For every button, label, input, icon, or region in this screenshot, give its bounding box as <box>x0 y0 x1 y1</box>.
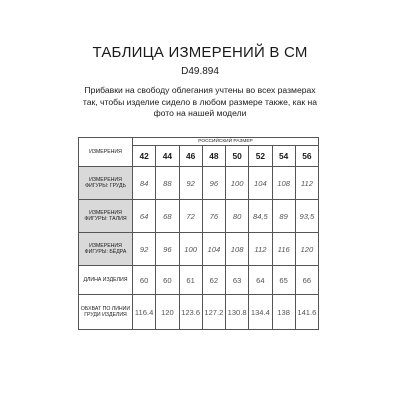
row-label-chest: ИЗМЕРЕНИЯ ФИГУРЫ: ГРУДЬ <box>79 167 133 200</box>
value-cell: 92 <box>133 233 156 266</box>
value-cell: 112 <box>249 233 272 266</box>
size-header-row <box>79 138 319 146</box>
value-cell: 64 <box>249 266 272 295</box>
row-label-hips: ИЗМЕРЕНИЯ ФИГУРЫ: БЁДРА <box>79 233 133 266</box>
size-cell: 50 <box>226 146 249 167</box>
product-code: D49.894 <box>181 66 219 77</box>
russian-size-header: РОССИЙСКИЙ РАЗМЕР <box>133 138 319 146</box>
table-row <box>79 200 319 233</box>
table-row <box>79 233 319 266</box>
value-cell: 116.4 <box>133 295 156 330</box>
measurements-header-cell: ИЗМЕРЕНИЯ <box>79 138 133 167</box>
size-cell: 48 <box>202 146 225 167</box>
value-cell: 134.4 <box>249 295 272 330</box>
value-cell: 96 <box>202 167 225 200</box>
value-cell: 108 <box>272 167 295 200</box>
value-cell: 93,5 <box>295 200 318 233</box>
size-cell: 52 <box>249 146 272 167</box>
value-cell: 96 <box>156 233 179 266</box>
size-cell: 42 <box>133 146 156 167</box>
size-cell: 44 <box>156 146 179 167</box>
size-cell: 56 <box>295 146 318 167</box>
table-row <box>79 266 319 295</box>
value-cell: 130.8 <box>226 295 249 330</box>
value-cell: 112 <box>295 167 318 200</box>
value-cell: 68 <box>156 200 179 233</box>
value-cell: 84,5 <box>249 200 272 233</box>
fit-description: Прибавки на свободу облегания учтены во всех размерах так, чтобы изделие сидело в любом размере также, как на фото на нашей модели <box>82 85 318 119</box>
value-cell: 80 <box>226 200 249 233</box>
value-cell: 65 <box>272 266 295 295</box>
page-title: ТАБЛИЦА ИЗМЕРЕНИЙ В СМ <box>92 44 308 61</box>
value-cell: 104 <box>249 167 272 200</box>
value-cell: 100 <box>226 167 249 200</box>
value-cell: 104 <box>202 233 225 266</box>
value-cell: 120 <box>156 295 179 330</box>
value-cell: 89 <box>272 200 295 233</box>
size-cell: 46 <box>179 146 202 167</box>
value-cell: 63 <box>226 266 249 295</box>
value-cell: 66 <box>295 266 318 295</box>
value-cell: 123.6 <box>179 295 202 330</box>
value-cell: 116 <box>272 233 295 266</box>
value-cell: 120 <box>295 233 318 266</box>
value-cell: 100 <box>179 233 202 266</box>
row-label-waist: ИЗМЕРЕНИЯ ФИГУРЫ: ТАЛИЯ <box>79 200 133 233</box>
value-cell: 141.6 <box>295 295 318 330</box>
value-cell: 64 <box>133 200 156 233</box>
value-cell: 88 <box>156 167 179 200</box>
value-cell: 61 <box>179 266 202 295</box>
value-cell: 138 <box>272 295 295 330</box>
table-row <box>79 167 319 200</box>
size-table <box>78 137 319 330</box>
value-cell: 72 <box>179 200 202 233</box>
value-cell: 127.2 <box>202 295 225 330</box>
table-row <box>79 295 319 330</box>
value-cell: 62 <box>202 266 225 295</box>
value-cell: 84 <box>133 167 156 200</box>
value-cell: 76 <box>202 200 225 233</box>
size-cell: 54 <box>272 146 295 167</box>
value-cell: 92 <box>179 167 202 200</box>
row-label-garment-chest: ОБХВАТ ПО ЛИНИИ ГРУДИ ИЗДЕЛИЯ <box>79 295 133 330</box>
value-cell: 60 <box>133 266 156 295</box>
row-label-garment-length: ДЛИНА ИЗДЕЛИЯ <box>79 266 133 295</box>
value-cell: 60 <box>156 266 179 295</box>
value-cell: 108 <box>226 233 249 266</box>
